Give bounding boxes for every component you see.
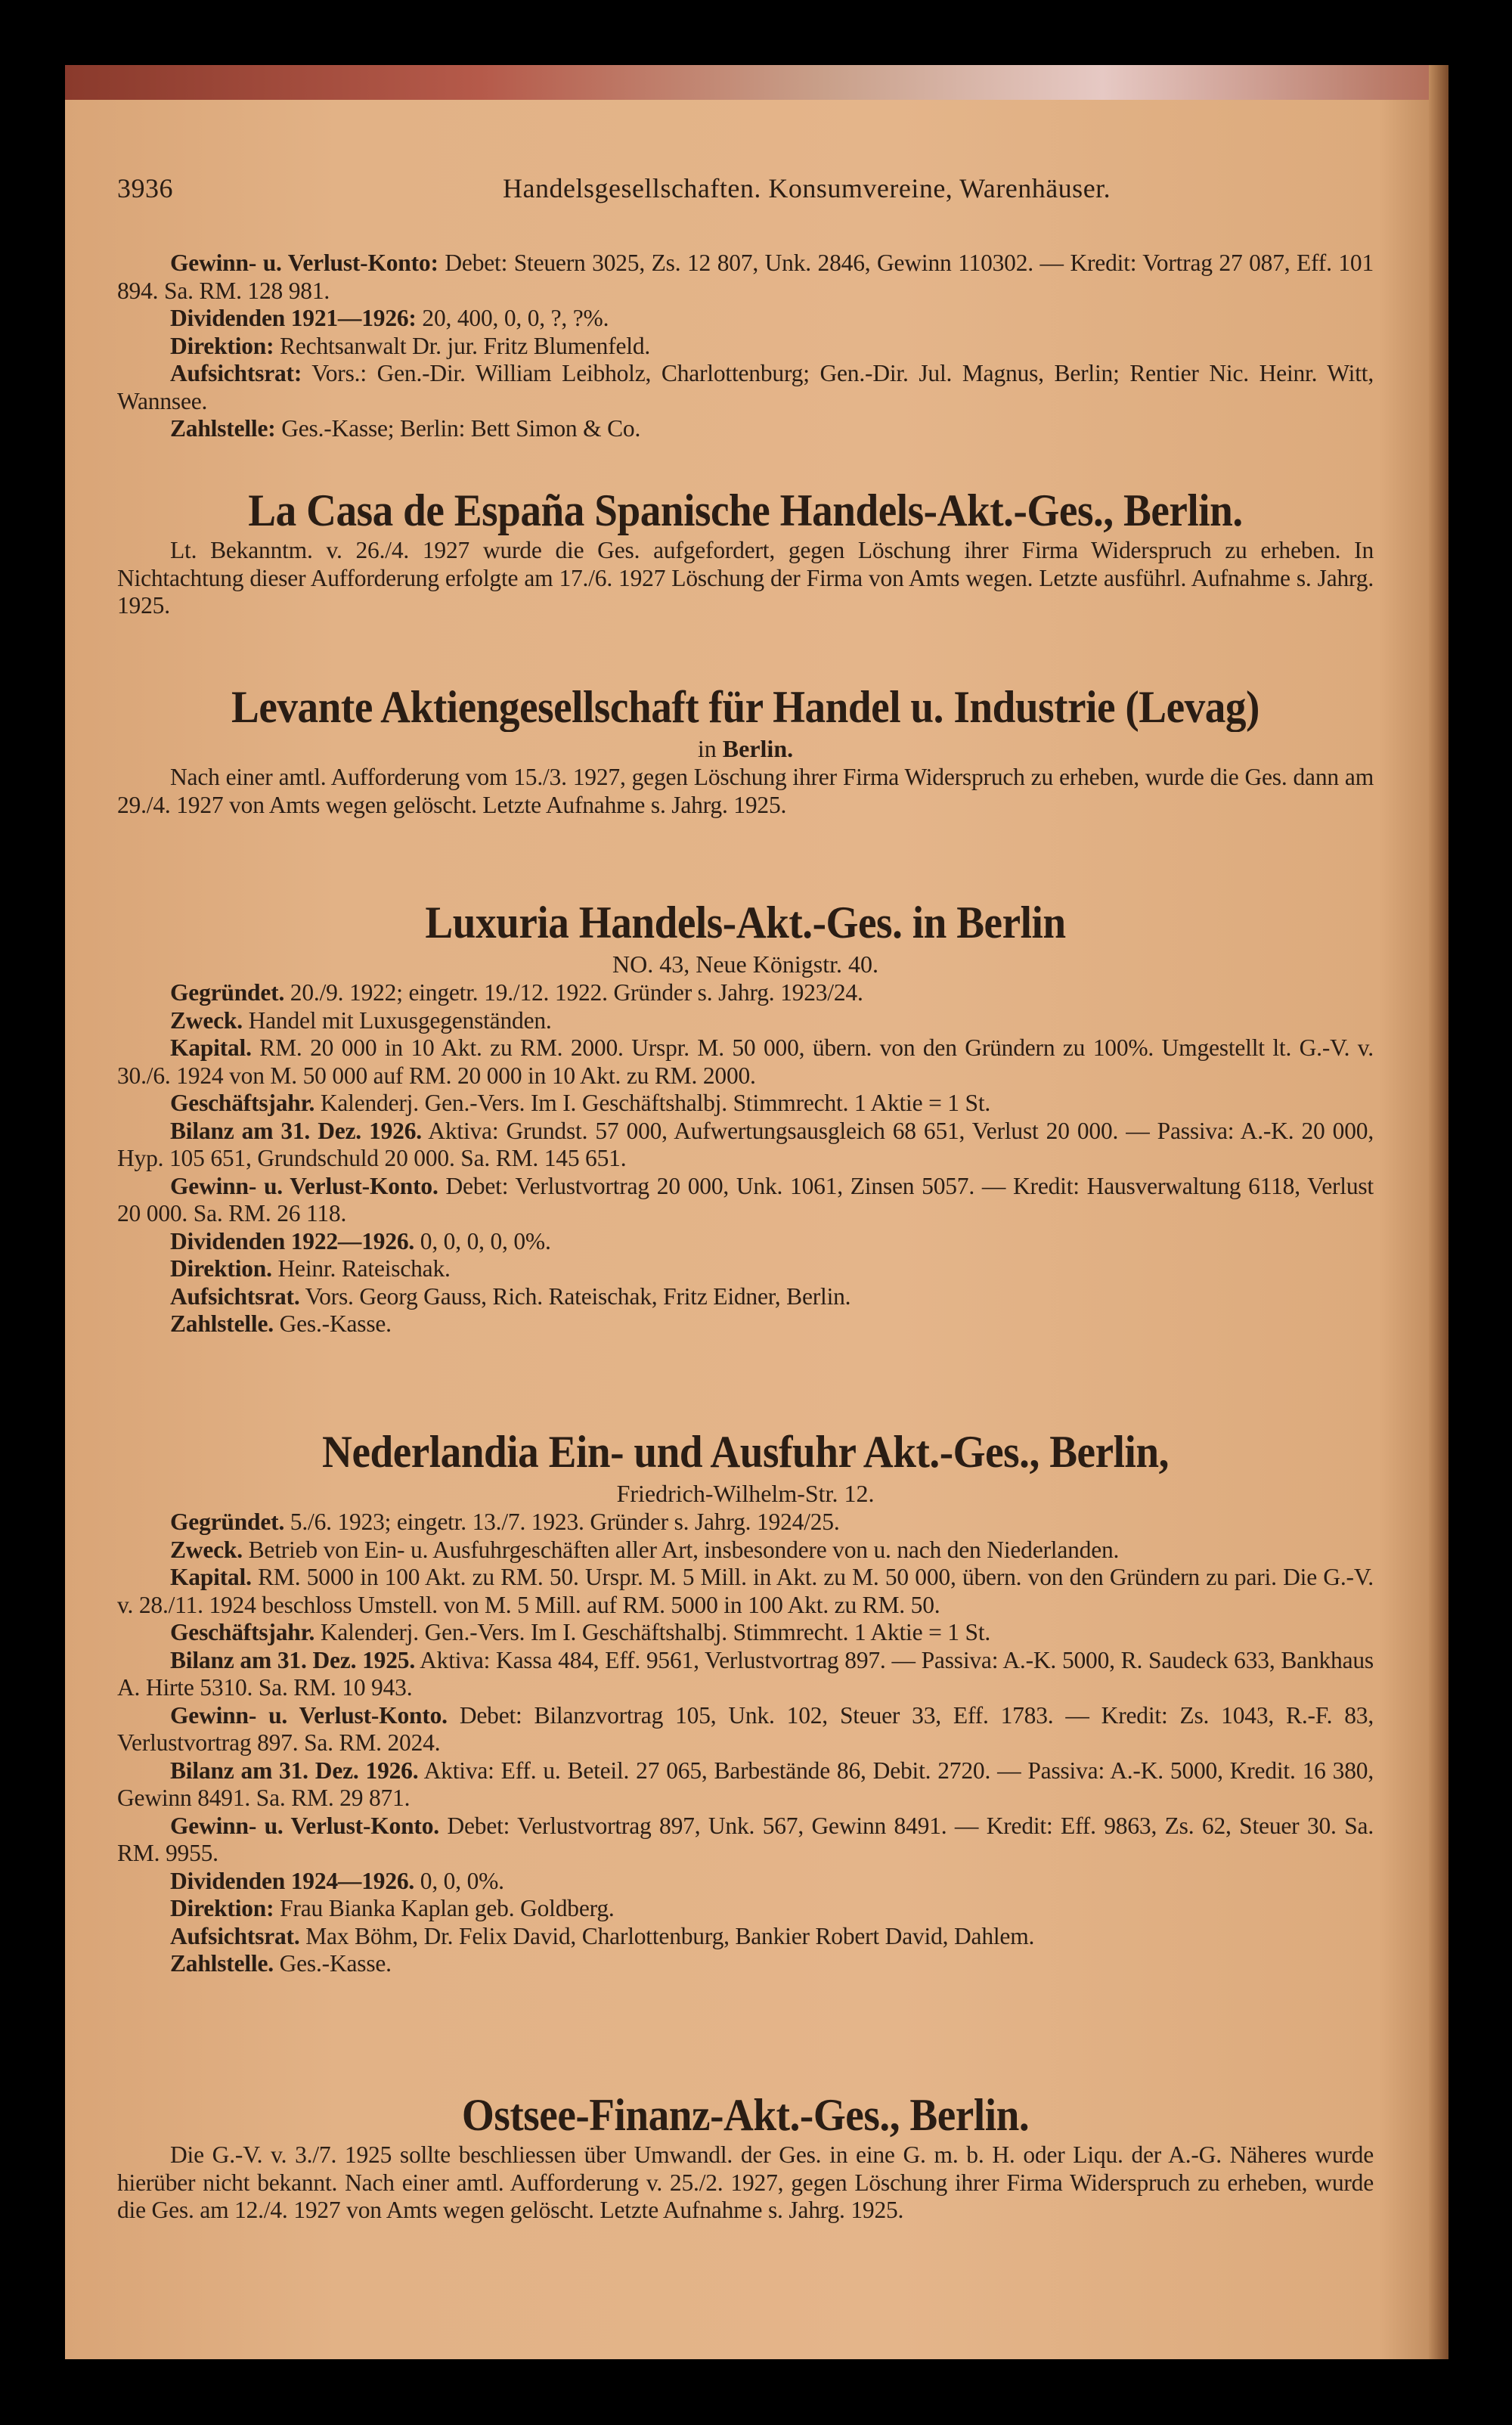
section-continuation <box>117 250 1374 443</box>
entry-label: Zweck. <box>170 1006 243 1034</box>
entry-paragraph <box>117 1007 1374 1035</box>
entry-label: Zahlstelle. <box>170 1310 274 1337</box>
entry-paragraph <box>117 1310 1374 1338</box>
entry-paragraph <box>117 1757 1374 1813</box>
entry-text: Betrieb von Ein- u. Ausfuhrgeschäften aller Art, insbesondere von u. nach den Niederlanden. <box>242 1536 1120 1563</box>
entry-text: Rechtsanwalt Dr. jur. Fritz Blumenfeld. <box>274 332 651 359</box>
entry-paragraph <box>117 979 1374 1007</box>
entry-text: Die G.-V. v. 3./7. 1925 sollte beschliessen über Umwandl. der Ges. in eine G. m. b. H. oder Liqu. der A.-G. Näheres wurde hierüber nicht bekannt. Nach einer amtl. Aufforderung v. 25./2. 1927, gegen Löschung ihrer Firma Widerspruch zu erheben, wurde die Ges. am 12./4. 1927 von Amts wegen gelöscht. Letzte Aufnahme s. Jahrg. 1925. <box>117 2141 1374 2223</box>
entry-paragraph <box>117 537 1374 620</box>
entry-paragraph <box>117 1813 1374 1868</box>
entry-text: Ges.-Kasse. <box>273 1310 392 1337</box>
entry-text: 20./9. 1922; eingetr. 19./12. 1922. Gründer s. Jahrg. 1923/24. <box>284 979 863 1006</box>
section-nederlandia <box>117 1425 1374 1978</box>
entry-label: Gewinn- u. Verlust-Konto. <box>170 1172 438 1199</box>
entry-text: RM. 5000 in 100 Akt. zu RM. 50. Urspr. M. 5 Mill. in Akt. zu M. 50 000, übern. von den Gründern zu pari. Die G.-V. v. 28./11. 1924 beschloss Umstell. von M. 5 Mill. auf RM. 5000 in 100 Akt. zu RM. 50. <box>117 1564 1374 1618</box>
entry-label: Direktion: <box>170 332 274 359</box>
location-city: Berlin. <box>722 735 794 762</box>
entry-text: Handel mit Luxusgegenständen. <box>242 1006 552 1034</box>
entry-text: 0, 0, 0, 0, 0%. <box>414 1227 551 1254</box>
entry-label: Dividenden 1921—1926: <box>170 305 417 331</box>
entry-label: Gewinn- u. Verlust-Konto. <box>170 1701 448 1729</box>
entry-paragraph <box>117 764 1374 819</box>
entry-paragraph <box>117 250 1374 305</box>
entry-paragraph <box>117 1868 1374 1896</box>
entry-paragraph <box>117 1255 1374 1283</box>
company-address: NO. 43, Neue Königstr. 40. <box>612 950 878 978</box>
entry-text: 20, 400, 0, 0, ?, ?%. <box>416 305 609 331</box>
entry-text: Aktiva: Grundst. 57 000, Aufwertungsausgleich 68 651, Verlust 20 000. — Passiva: A.-K. 20 000, Hyp. 105 651, Grundschuld 20 000. Sa. RM. 145 651. <box>117 1117 1374 1171</box>
entry-label: Gegründet. <box>170 1509 285 1535</box>
location-prefix: in <box>697 735 723 762</box>
section-la-casa-de-espana <box>117 484 1374 620</box>
entry-label: Kapital. <box>170 1034 252 1061</box>
entry-paragraph <box>117 1564 1374 1619</box>
page-number: 3936 <box>117 173 173 203</box>
entry-text: Debet: Bilanzvortrag 105, Unk. 102, Steuer 33, Eff. 1783. — Kredit: Zs. 1043, R.-F. 83, Verlustvortrag 897. Sa. RM. 2024. <box>117 1701 1374 1756</box>
entry-label: Bilanz am 31. Dez. 1926. <box>170 1757 419 1784</box>
entry-text: 5./6. 1923; eingetr. 13./7. 1923. Gründer s. Jahrg. 1924/25. <box>284 1509 840 1535</box>
entry-paragraph <box>117 333 1374 361</box>
entry-text: Vors.: Gen.-Dir. William Leibholz, Charlottenburg; Gen.-Dir. Jul. Magnus, Berlin; Rentier Nic. Heinr. Witt, Wannsee. <box>117 360 1374 414</box>
entry-text: RM. 20 000 in 10 Akt. zu RM. 2000. Urspr. M. 50 000, übern. von den Gründern zu 100%. Umgestellt lt. G.-V. v. 30./6. 1924 von M. 50 000 auf RM. 20 000 in 10 Akt. zu RM. 2000. <box>117 1034 1374 1089</box>
company-title: La Casa de España Spanische Handels-Akt.-Ges., Berlin. <box>248 485 1243 535</box>
entry-paragraph <box>117 1118 1374 1173</box>
entry-label: Zahlstelle: <box>170 415 276 442</box>
entry-label: Aufsichtsrat: <box>170 360 302 386</box>
entry-paragraph <box>117 1619 1374 1647</box>
entry-label: Gegründet. <box>170 979 285 1006</box>
company-address: Friedrich-Wilhelm-Str. 12. <box>616 1480 875 1507</box>
entry-paragraph <box>117 1228 1374 1256</box>
entry-paragraph <box>117 2141 1374 2225</box>
entry-paragraph <box>117 305 1374 333</box>
section-luxuria <box>117 896 1374 1338</box>
entry-paragraph <box>117 1702 1374 1757</box>
entry-label: Aufsichtsrat. <box>170 1922 300 1949</box>
entry-text: Kalenderj. Gen.-Vers. Im I. Geschäftshalbj. Stimmrecht. 1 Aktie = 1 St. <box>314 1090 991 1116</box>
entry-text: Aktiva: Kassa 484, Eff. 9561, Verlustvortrag 897. — Passiva: A.-K. 5000, R. Saudeck 633, Bankhaus A. Hirte 5310. Sa. RM. 10 943. <box>117 1646 1374 1701</box>
entry-label: Zweck. <box>170 1536 243 1563</box>
entry-paragraph <box>117 1283 1374 1311</box>
company-title: Luxuria Handels-Akt.-Ges. in Berlin <box>425 898 1066 947</box>
entry-label: Geschäftsjahr. <box>170 1619 315 1645</box>
entry-paragraph <box>117 1034 1374 1090</box>
entry-text: Kalenderj. Gen.-Vers. Im I. Geschäftshalbj. Stimmrecht. 1 Aktie = 1 St. <box>314 1619 991 1645</box>
entry-paragraph <box>117 1173 1374 1228</box>
section-ostsee-finanz <box>117 2089 1374 2225</box>
entry-paragraph <box>117 1509 1374 1537</box>
entry-paragraph <box>117 1647 1374 1702</box>
entry-label: Gewinn- u. Verlust-Konto. <box>170 1812 439 1839</box>
company-title: Nederlandia Ein- und Ausfuhr Akt.-Ges., Berlin, <box>322 1427 1169 1477</box>
running-title: Handelsgesellschaften. Konsumvereine, Warenhäuser. <box>503 173 1111 203</box>
entry-label: Direktion: <box>170 1895 274 1921</box>
entry-text: Max Böhm, Dr. Felix David, Charlottenburg, Bankier Robert David, Dahlem. <box>299 1922 1035 1949</box>
entry-text: Vors. Georg Gauss, Rich. Rateischak, Fritz Eidner, Berlin. <box>299 1282 851 1310</box>
entry-label: Direktion. <box>170 1255 272 1282</box>
entry-text: Nach einer amtl. Aufforderung vom 15./3. 1927, gegen Löschung ihrer Firma Widerspruch zu erheben, wurde die Ges. dann am 29./4. 1927 von Amts wegen gelöscht. Letzte Aufnahme s. Jahrg. 1925. <box>117 764 1374 818</box>
company-location <box>117 733 1374 764</box>
entry-label: Bilanz am 31. Dez. 1925. <box>170 1646 415 1673</box>
entry-text: Ges.-Kasse. <box>273 1950 392 1977</box>
entry-label: Geschäftsjahr. <box>170 1090 315 1116</box>
entry-label: Dividenden 1922—1926. <box>170 1227 415 1254</box>
entry-label: Aufsichtsrat. <box>170 1282 300 1310</box>
entry-label: Bilanz am 31. Dez. 1926. <box>170 1117 422 1144</box>
entry-text: Debet: Steuern 3025, Zs. 12 807, Unk. 2846, Gewinn 110302. — Kredit: Vortrag 27 087, Eff. 101 894. Sa. RM. 128 981. <box>117 250 1374 304</box>
entry-paragraph <box>117 1090 1374 1118</box>
entry-paragraph <box>117 1895 1374 1923</box>
entry-text: Aktiva: Eff. u. Beteil. 27 065, Barbestände 86, Debit. 2720. — Passiva: A.-K. 5000, Kredit. 16 380, Gewinn 8491. Sa. RM. 29 871. <box>117 1757 1374 1811</box>
entry-paragraph <box>117 1537 1374 1564</box>
entry-label: Zahlstelle. <box>170 1950 274 1977</box>
entry-paragraph <box>117 415 1374 443</box>
section-levante <box>117 681 1374 819</box>
entry-text: Debet: Verlustvortrag 20 000, Unk. 1061, Zinsen 5057. — Kredit: Hausverwaltung 6118, Verlust 20 000. Sa. RM. 26 118. <box>117 1172 1374 1226</box>
entry-label: Kapital. <box>170 1564 252 1590</box>
entry-label: Gewinn- u. Verlust-Konto: <box>170 250 438 276</box>
company-title: Levante Aktiengesellschaft für Handel u. Industrie (Levag) <box>231 682 1259 732</box>
entry-text: Frau Bianka Kaplan geb. Goldberg. <box>274 1895 615 1921</box>
entry-text: 0, 0, 0%. <box>414 1867 504 1894</box>
running-header <box>117 172 1374 204</box>
company-title: Ostsee-Finanz-Akt.-Ges., Berlin. <box>461 2090 1030 2140</box>
entry-label: Dividenden 1924—1926. <box>170 1867 415 1894</box>
entry-text: Heinr. Rateischak. <box>271 1255 451 1282</box>
entry-text: Ges.-Kasse; Berlin: Bett Simon & Co. <box>275 415 641 442</box>
entry-paragraph <box>117 1923 1374 1951</box>
page-edge <box>1429 65 1448 2359</box>
entry-paragraph <box>117 360 1374 415</box>
binding-strip <box>65 65 1448 100</box>
entry-paragraph <box>117 1950 1374 1978</box>
entry-text: Lt. Bekanntm. v. 26./4. 1927 wurde die Ges. aufgefordert, gegen Löschung ihrer Firma Widerspruch zu erheben. In Nichtachtung dieser Aufforderung erfolgte am 17./6. 1927 Löschung der Firma von Amts wegen. Letzte ausführl. Aufnahme s. Jahrg. 1925. <box>117 537 1374 619</box>
entry-text: Debet: Verlustvortrag 897, Unk. 567, Gewinn 8491. — Kredit: Eff. 9863, Zs. 62, Steuer 30. Sa. RM. 9955. <box>117 1812 1374 1866</box>
